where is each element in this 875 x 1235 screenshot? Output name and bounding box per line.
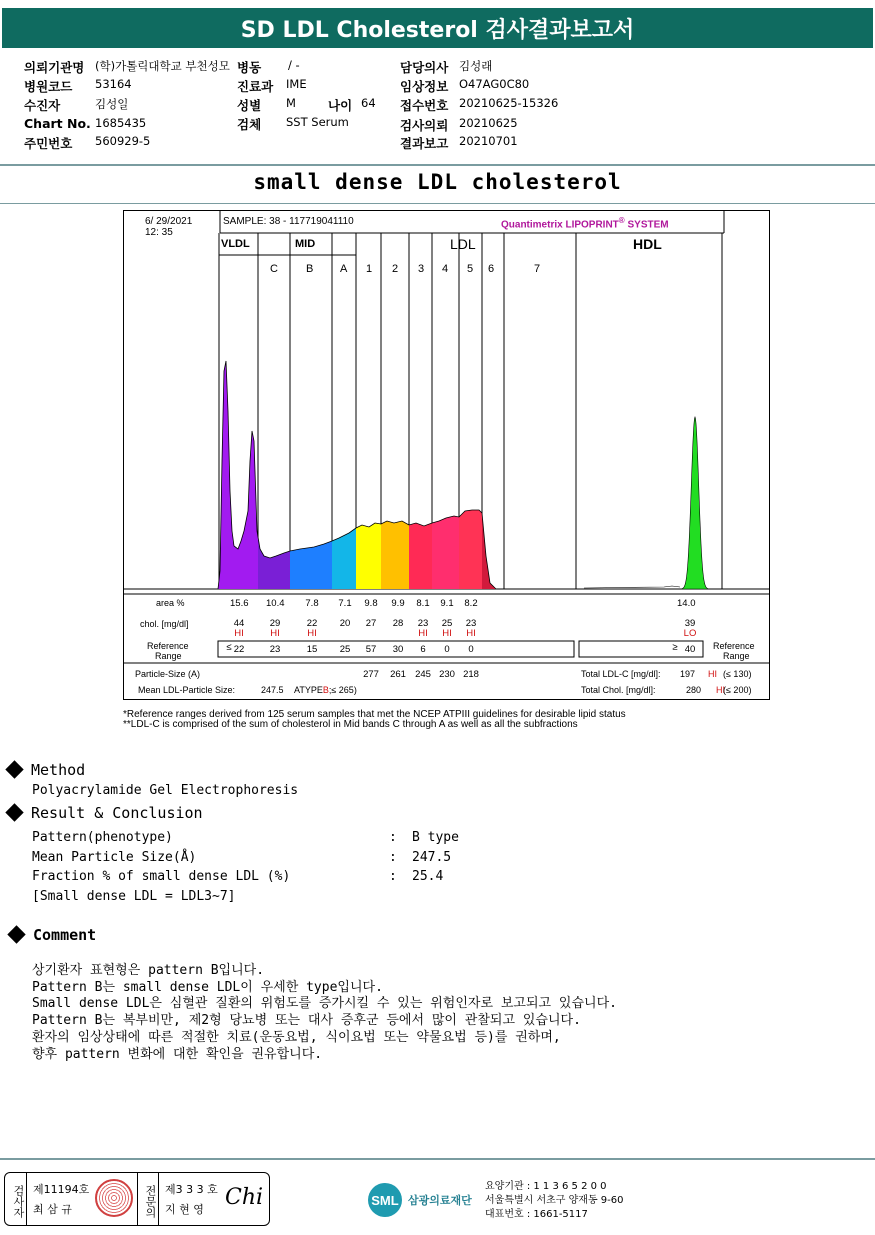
particle-value: 230	[439, 669, 455, 680]
band-label: 7	[534, 263, 541, 275]
org-line-1: 요양기관 : 1 1 3 6 5 2 0 0	[485, 1181, 607, 1192]
footer-divider	[0, 1158, 875, 1168]
group-mid: MID	[295, 238, 316, 250]
band-fill	[290, 541, 332, 589]
id-label: 주민번호	[24, 136, 73, 151]
lipoprint-chart	[123, 210, 770, 700]
area-value: 9.9	[391, 598, 405, 609]
band-label: A	[340, 263, 348, 275]
total-ldl-value: 197	[680, 669, 696, 679]
ref-value: 22	[233, 644, 245, 655]
specimen-value: SST Serum	[286, 115, 349, 129]
ref-value: 0	[468, 644, 474, 655]
reception-value: 20210625-15326	[459, 96, 559, 110]
flag-value: HI	[442, 628, 452, 639]
seal-stamp-icon	[95, 1179, 133, 1217]
hospital-value: (학)가톨릭대학교 부천성모	[95, 59, 230, 73]
org-name: 삼광의료재단	[408, 1194, 472, 1207]
hdl-peak	[680, 417, 708, 589]
ref-value: 57	[365, 644, 377, 655]
band-fill	[258, 537, 290, 589]
mean-type-b: B	[322, 685, 329, 695]
chol-value: 44	[233, 618, 245, 629]
band-label: 4	[442, 263, 449, 275]
examiner-label: 검사자	[5, 1173, 27, 1225]
area-row-label: area %	[156, 598, 185, 608]
comment-line: Small dense LDL은 심혈관 질환의 위험도를 증가시킬 수 있는 위험인자로 보고되고 있습니다.	[32, 996, 617, 1012]
doctor-value: 김성래	[459, 59, 493, 73]
band-label: C	[270, 263, 278, 275]
area-value: 10.4	[266, 598, 285, 609]
flag-value: HI	[466, 628, 476, 639]
total-ldl-flag: HI	[708, 669, 717, 679]
chart-sample: SAMPLE: 38 - 117719041110	[223, 216, 354, 227]
chol-value: 23	[465, 618, 477, 629]
age-label: 나이	[328, 98, 353, 113]
diamond-bullet-icon	[5, 760, 23, 778]
result-row-3-value: 25.4	[412, 869, 444, 884]
ref-row-label-2: Range	[155, 651, 182, 661]
band-label: 2	[392, 263, 399, 275]
mean-type-c: ;≤ 265)	[328, 685, 357, 695]
age-value: 64	[361, 96, 376, 110]
result-row-1-sep: :	[389, 830, 397, 845]
band-fill	[218, 361, 258, 589]
doctor-license-label: 전문의	[137, 1173, 159, 1225]
ward-value: / -	[288, 58, 300, 72]
ref-right-label-1: Reference	[713, 641, 755, 651]
chol-value: 25	[441, 618, 453, 629]
method-heading	[8, 761, 85, 779]
hospital-label: 의뢰기관명	[24, 60, 85, 75]
mean-label: Mean LDL-Particle Size:	[138, 685, 236, 695]
patient-info	[0, 52, 875, 164]
chart-value: 1685435	[95, 116, 147, 130]
group-ldl: LDL	[450, 236, 476, 252]
group-vldl: VLDL	[221, 238, 250, 250]
divider-top	[0, 164, 875, 166]
comment-line: Pattern B는 small dense LDL이 우세한 type입니다.	[32, 979, 383, 995]
total-ldl-label: Total LDL-C [mg/dl]:	[581, 669, 661, 679]
result-row-2-label: Mean Particle Size(Å)	[32, 850, 197, 865]
band-fill	[381, 521, 409, 589]
chart-date: 6/ 29/2021	[145, 216, 193, 227]
brand-mark: ®	[618, 216, 625, 225]
band-fill	[332, 528, 356, 589]
flag-value: HI	[270, 628, 280, 639]
ref-value: 30	[392, 644, 404, 655]
header	[0, 0, 875, 52]
dept-value: IME	[286, 77, 307, 91]
flag-value: HI	[307, 628, 317, 639]
sml-logo-icon	[366, 1180, 481, 1220]
mean-type-a: ATYPE	[294, 685, 323, 695]
doctor-label: 담당의사	[400, 60, 449, 75]
specimen-label: 검체	[237, 117, 262, 132]
chol-value: 20	[339, 618, 351, 629]
request-label: 검사의뢰	[400, 118, 449, 133]
brand-name: Quantimetrix LIPOPRINT	[501, 219, 619, 231]
dept-label: 진료과	[237, 79, 274, 94]
flag-value: HI	[418, 628, 428, 639]
mean-value: 247.5	[261, 685, 284, 695]
org-logo	[366, 1180, 481, 1224]
total-chol-flag: HI	[716, 685, 725, 695]
ref-value: 23	[269, 644, 281, 655]
result-note: [Small dense LDL = LDL3~7]	[32, 889, 236, 904]
reception-label: 접수번호	[400, 98, 449, 113]
chol-value: 23	[417, 618, 429, 629]
chart-time: 12: 35	[145, 227, 173, 238]
particle-value: 261	[390, 669, 406, 680]
logo-text: SML	[371, 1193, 399, 1208]
area-value: 8.1	[416, 598, 430, 609]
hdl-flag-value: LO	[683, 628, 697, 639]
baseline-trace	[584, 586, 680, 588]
band-fill	[356, 523, 381, 589]
band-label: 3	[418, 263, 425, 275]
result-row-1-label: Pattern(phenotype)	[32, 830, 173, 845]
ref-value: 15	[306, 644, 318, 655]
total-ldl-ref: (≤ 130)	[723, 669, 752, 679]
band-fill	[459, 510, 482, 589]
ref-value: 0	[444, 644, 450, 655]
divider-section	[0, 203, 875, 204]
area-value: 7.1	[338, 598, 352, 609]
comment-line: Pattern B는 복부비만, 제2형 당뇨병 또는 대사 증후군 등에서 많이 관찰되고 있습니다.	[32, 1013, 581, 1029]
diamond-bullet-icon	[5, 803, 23, 821]
ref-ge-symbol: ≥	[672, 642, 678, 653]
group-hdl: HDL	[633, 236, 662, 252]
report-label: 결과보고	[400, 136, 449, 151]
method-text: Polyacrylamide Gel Electrophoresis	[32, 783, 299, 798]
hdl-ref-value: 40	[684, 644, 696, 655]
comment-body	[32, 946, 617, 1080]
clinical-label: 임상정보	[400, 79, 449, 94]
ref-le-symbol: ≤	[226, 642, 232, 653]
result-row-2-sep: :	[389, 850, 397, 865]
mean-type	[294, 685, 357, 695]
ref-value: 6	[420, 644, 426, 655]
chol-value: 27	[365, 618, 377, 629]
comment-line: 향후 pattern 변화에 대한 확인을 권유합니다.	[32, 1046, 323, 1062]
chart-note-2: **LDL-C is comprised of the sum of cholesterol in Mid bands C through A as well as all the subfractions	[123, 719, 578, 730]
band-label: 6	[488, 263, 495, 275]
signature-box	[4, 1172, 270, 1226]
sex-value: M	[286, 96, 296, 110]
request-value: 20210625	[459, 116, 518, 130]
comment-line: 상기환자 표현형은 pattern B입니다.	[32, 962, 265, 978]
code-label: 병원코드	[24, 79, 73, 94]
ward-label: 병동	[237, 60, 262, 75]
hdl-area-value: 14.0	[677, 598, 696, 609]
total-chol-ref: (≤ 200)	[723, 685, 752, 695]
patient-value: 김성일	[95, 97, 129, 111]
method-heading-text: Method	[31, 761, 86, 779]
result-row-2-value: 247.5	[412, 850, 452, 865]
ref-value: 25	[339, 644, 351, 655]
band-fill	[409, 523, 432, 589]
diamond-bullet-icon	[7, 925, 25, 943]
chol-row-label: chol. [mg/dl]	[140, 619, 189, 629]
particle-value: 218	[463, 669, 479, 680]
band-fill	[432, 516, 459, 589]
result-row-3-sep: :	[389, 869, 397, 884]
sex-label: 성별	[237, 98, 262, 113]
section-title: small dense LDL cholesterol	[253, 170, 622, 194]
band-label: 5	[467, 263, 474, 275]
area-value: 7.8	[305, 598, 319, 609]
chol-value: 28	[392, 618, 404, 629]
report-title: SD LDL Cholesterol 검사결과보고서	[2, 8, 873, 48]
particle-value: 277	[363, 669, 379, 680]
area-value: 15.6	[230, 598, 249, 609]
hdl-chol-value: 39	[684, 618, 696, 629]
total-chol-value: 280	[686, 685, 702, 695]
org-line-3: 대표번호 : 1661-5117	[485, 1209, 588, 1220]
total-chol-label: Total Chol. [mg/dl]:	[581, 685, 656, 695]
chol-value: 22	[306, 618, 318, 629]
id-value: 560929-5	[95, 134, 151, 148]
org-line-2: 서울특별시 서초구 양재동 9-60	[485, 1195, 624, 1206]
flag-value: HI	[234, 628, 244, 639]
result-heading-text: Result & Conclusion	[31, 804, 203, 822]
area-value: 9.8	[364, 598, 378, 609]
comment-heading-text: Comment	[33, 926, 97, 944]
particle-label: Particle-Size (A)	[135, 669, 201, 679]
result-row-1-value: B type	[412, 830, 459, 845]
code-value: 53164	[95, 77, 132, 91]
particle-value: 245	[415, 669, 431, 680]
chol-value: 29	[269, 618, 281, 629]
comment-line: 환자의 임상상태에 따른 적절한 치료(운동요법, 식이요법 또는 약물요법 등)를 권하며,	[32, 1029, 561, 1045]
clinical-value: O47AG0C80	[459, 77, 530, 91]
handwritten-signature: Chi	[225, 1185, 264, 1210]
doctor-name: 지 현 영	[165, 1203, 204, 1216]
examiner-no: 제11194호	[33, 1183, 90, 1196]
org-contact	[485, 1180, 624, 1222]
doctor-no: 제3 3 3 호	[165, 1183, 218, 1196]
examiner-name: 최 삼 규	[33, 1203, 72, 1216]
ref-right-label-2: Range	[723, 651, 750, 661]
comment-heading	[10, 926, 96, 944]
brand-suffix: SYSTEM	[627, 219, 669, 231]
patient-label: 수진자	[24, 98, 61, 113]
area-value: 8.2	[464, 598, 478, 609]
result-heading	[8, 804, 203, 822]
band-label: B	[306, 263, 314, 275]
chart-label: Chart No.	[24, 116, 91, 131]
band-label: 1	[366, 263, 373, 275]
chart-note-1: *Reference ranges derived from 125 serum samples that met the NCEP ATPIII guidelines for desirable lipid status	[123, 709, 626, 720]
report-value: 20210701	[459, 134, 518, 148]
area-value: 9.1	[440, 598, 454, 609]
result-row-3-label: Fraction % of small dense LDL (%)	[32, 869, 291, 884]
ref-row-label-1: Reference	[147, 641, 189, 651]
